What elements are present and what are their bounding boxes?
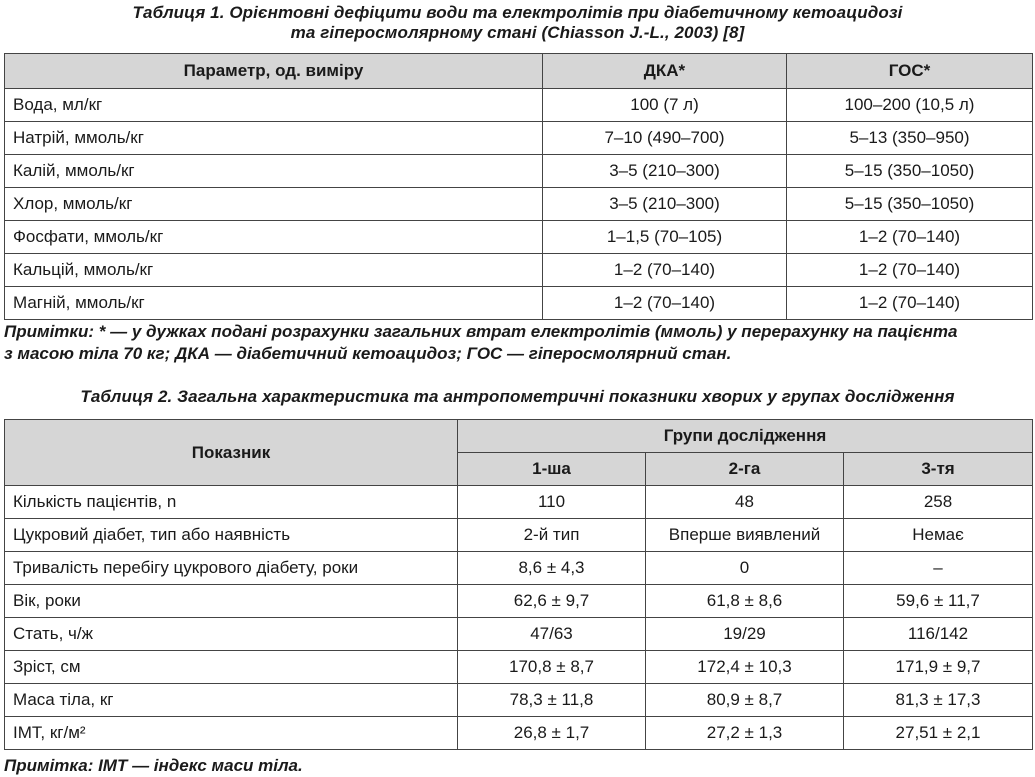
table1-note	[4, 321, 957, 365]
table1-cell-parameter: Хлор, ммоль/кг	[5, 188, 543, 221]
table1-header-gos: ГОС*	[787, 54, 1033, 89]
table2-cell-indicator: ІМТ, кг/м²	[5, 717, 458, 750]
table2-cell-group-2: 27,2 ± 1,3	[646, 717, 844, 750]
table2-cell-group-3: 171,9 ± 9,7	[844, 651, 1033, 684]
table2-cell-group-3: 59,6 ± 11,7	[844, 585, 1033, 618]
table2-cell-group-3: Немає	[844, 519, 1033, 552]
table2-caption-text: Таблиця 2. Загальна характеристика та антропометричні показники хворих у групах дослідження	[80, 387, 955, 406]
table1-cell-gos: 1–2 (70–140)	[787, 254, 1033, 287]
table1-header-row	[5, 54, 1033, 89]
table2-header-indicator: Показник	[5, 420, 458, 486]
table1-cell-dka: 3–5 (210–300)	[543, 188, 787, 221]
table2-cell-group-1: 26,8 ± 1,7	[458, 717, 646, 750]
table1-cell-parameter: Кальцій, ммоль/кг	[5, 254, 543, 287]
table1-cell-gos: 100–200 (10,5 л)	[787, 89, 1033, 122]
table-row	[5, 618, 1033, 651]
table2-cell-group-3: 27,51 ± 2,1	[844, 717, 1033, 750]
table1-cell-gos: 1–2 (70–140)	[787, 287, 1033, 320]
table2-cell-group-3: 116/142	[844, 618, 1033, 651]
table1-cell-dka: 100 (7 л)	[543, 89, 787, 122]
table2-header-group-1: 1-ша	[458, 453, 646, 486]
table1-note-line1: Примітки: * — у дужках подані розрахунки загальних втрат електролітів (ммоль) у перерахунку на пацієнта	[4, 322, 958, 341]
table2-cell-indicator: Тривалість перебігу цукрового діабету, роки	[5, 552, 458, 585]
table-row	[5, 486, 1033, 519]
table2-cell-indicator: Зріст, см	[5, 651, 458, 684]
table2-header-groups: Групи дослідження	[458, 420, 1033, 453]
table2-cell-group-2: 61,8 ± 8,6	[646, 585, 844, 618]
table2-cell-indicator: Цукровий діабет, тип або наявність	[5, 519, 458, 552]
table2-note: Примітка: ІМТ — індекс маси тіла.	[4, 756, 303, 775]
table2-cell-group-1: 2-й тип	[458, 519, 646, 552]
table2-cell-group-2: 172,4 ± 10,3	[646, 651, 844, 684]
table-row	[5, 684, 1033, 717]
table1-cell-parameter: Фосфати, ммоль/кг	[5, 221, 543, 254]
table1-cell-parameter: Калій, ммоль/кг	[5, 155, 543, 188]
table2-header-group-2: 2-га	[646, 453, 844, 486]
table-row	[5, 89, 1033, 122]
table1-cell-dka: 1–2 (70–140)	[543, 287, 787, 320]
table2-cell-group-1: 78,3 ± 11,8	[458, 684, 646, 717]
table2-header-row	[5, 420, 1033, 453]
table2-cell-indicator: Кількість пацієнтів, n	[5, 486, 458, 519]
table2-header-group-3: 3-тя	[844, 453, 1033, 486]
table1-cell-gos: 5–13 (350–950)	[787, 122, 1033, 155]
table2-cell-group-3: 81,3 ± 17,3	[844, 684, 1033, 717]
table1-caption	[0, 3, 1035, 43]
table2-cell-indicator: Вік, роки	[5, 585, 458, 618]
table1-header-dka: ДКА*	[543, 54, 787, 89]
table1-cell-dka: 3–5 (210–300)	[543, 155, 787, 188]
table-row	[5, 254, 1033, 287]
table1-cell-parameter: Натрій, ммоль/кг	[5, 122, 543, 155]
table1-cell-parameter: Магній, ммоль/кг	[5, 287, 543, 320]
table2-cell-group-2: 0	[646, 552, 844, 585]
table2-cell-indicator: Стать, ч/ж	[5, 618, 458, 651]
table2-cell-group-2: 48	[646, 486, 844, 519]
table1-cell-dka: 1–2 (70–140)	[543, 254, 787, 287]
table1-note-line2: з масою тіла 70 кг; ДКА — діабетичний кетоацидоз; ГОС — гіперосмолярний стан.	[4, 344, 732, 363]
table2-cell-group-2: 19/29	[646, 618, 844, 651]
table-row	[5, 221, 1033, 254]
table2-cell-group-1: 62,6 ± 9,7	[458, 585, 646, 618]
table1-cell-dka: 1–1,5 (70–105)	[543, 221, 787, 254]
table2-cell-indicator: Маса тіла, кг	[5, 684, 458, 717]
table-row	[5, 717, 1033, 750]
table1-caption-line2: та гіперосмолярному стані (Chiasson J.-L., 2003) [8]	[290, 23, 745, 42]
table2-cell-group-1: 47/63	[458, 618, 646, 651]
table1-cell-dka: 7–10 (490–700)	[543, 122, 787, 155]
table1-cell-gos: 5–15 (350–1050)	[787, 155, 1033, 188]
table1-header-parameter: Параметр, од. виміру	[5, 54, 543, 89]
table1	[4, 53, 1033, 320]
table2-cell-group-3: 258	[844, 486, 1033, 519]
table2-cell-group-1: 170,8 ± 8,7	[458, 651, 646, 684]
table-row	[5, 552, 1033, 585]
table2-cell-group-2: Вперше виявлений	[646, 519, 844, 552]
table2-cell-group-3: –	[844, 552, 1033, 585]
table2-cell-group-1: 110	[458, 486, 646, 519]
table-row	[5, 585, 1033, 618]
table1-cell-gos: 1–2 (70–140)	[787, 221, 1033, 254]
table-row	[5, 155, 1033, 188]
table-row	[5, 122, 1033, 155]
table2-cell-group-1: 8,6 ± 4,3	[458, 552, 646, 585]
table-row	[5, 519, 1033, 552]
table2-caption	[0, 387, 1035, 407]
table-row	[5, 287, 1033, 320]
table-row	[5, 651, 1033, 684]
table1-cell-gos: 5–15 (350–1050)	[787, 188, 1033, 221]
table-row	[5, 188, 1033, 221]
table2	[4, 419, 1033, 750]
table1-caption-line1: Таблиця 1. Орієнтовні дефіцити води та електролітів при діабетичному кетоацидозі	[132, 3, 903, 22]
table1-cell-parameter: Вода, мл/кг	[5, 89, 543, 122]
table2-cell-group-2: 80,9 ± 8,7	[646, 684, 844, 717]
